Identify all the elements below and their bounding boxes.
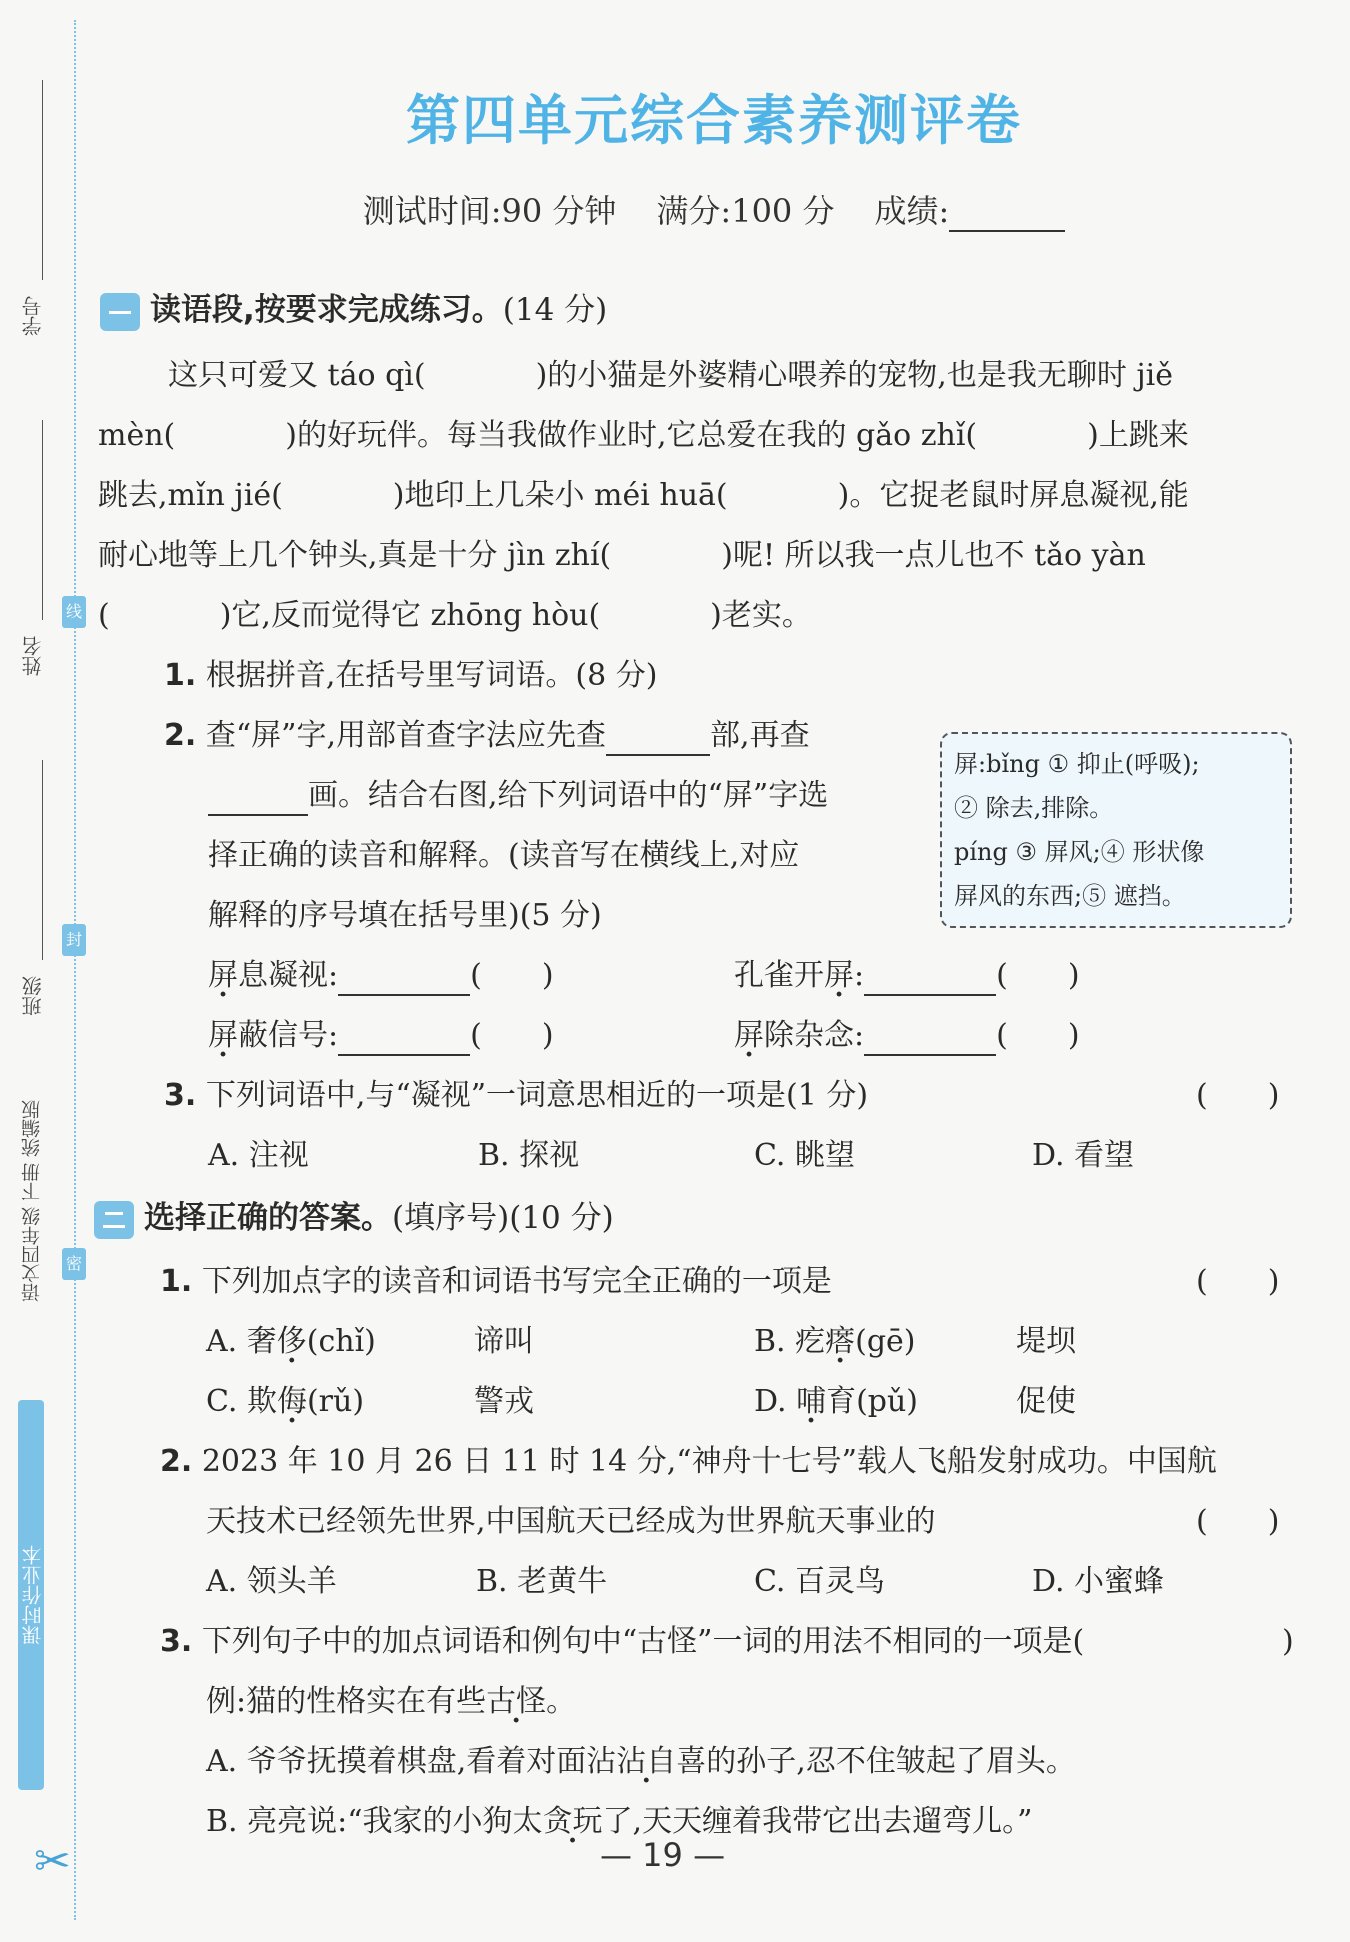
meaning-paren[interactable]: ( ) xyxy=(470,958,554,993)
page-title: 第四单元综合素养测评卷 xyxy=(406,89,1022,152)
meaning-paren[interactable]: ( ) xyxy=(470,1018,554,1053)
option-d[interactable]: D. 看望 xyxy=(1032,1138,1135,1173)
option-label: A. xyxy=(206,1324,238,1359)
passage-text: 这只可爱又 táo qì( xyxy=(168,358,426,393)
passage-text: )呢! 所以我一点儿也不 tǎo yàn xyxy=(721,538,1146,573)
question-text: 2023 年 10 月 26 日 11 时 14 分,“神舟十七号”载人飞船发射成功。中国航 xyxy=(201,1444,1217,1479)
item-text: 蔽信号: xyxy=(238,1018,339,1053)
passage-line-3 xyxy=(98,476,1189,516)
section2-heading xyxy=(94,1198,614,1239)
s2-q1-option-a[interactable] xyxy=(206,1322,376,1362)
student-no-label: 学号 xyxy=(21,296,45,336)
question-text: 画。结合右图,给下列词语中的“屏”字选 xyxy=(308,778,829,813)
option-text: (chǐ) xyxy=(306,1324,376,1359)
passage-line-2 xyxy=(98,416,1189,456)
s2-q1-word-d: 促使 xyxy=(1016,1384,1076,1419)
section-two-icon xyxy=(94,1201,134,1239)
passage-text: )上跳来 xyxy=(1087,418,1189,453)
mark-feng: 封 xyxy=(62,924,86,956)
passage-text: ( xyxy=(98,598,110,633)
dict-line-2: ② 除去,排除。 xyxy=(954,794,1114,822)
passage-line-4 xyxy=(98,536,1146,576)
passage-text: )它,反而觉得它 zhōng hòu( xyxy=(219,598,601,633)
question-text: 下列句子中的加点词语和例句中“古怪”一词的用法不相同的一项是( xyxy=(201,1624,1085,1659)
s2-q1-word-a: 谛叫 xyxy=(474,1324,534,1359)
passage-text: )的小猫是外婆精心喂养的宠物,也是我无聊时 jiě xyxy=(535,358,1174,393)
question-text: 查“屏”字,用部首查字法应先查 xyxy=(205,718,607,753)
section-one-icon xyxy=(100,293,140,331)
passage-text: )。它捉老鼠时屏息凝视,能 xyxy=(837,478,1189,513)
dotted-word: 沾沾自喜 xyxy=(586,1744,707,1779)
answer-paren[interactable]: ( ) xyxy=(1196,1504,1280,1539)
option-text: (rǔ) xyxy=(306,1384,365,1419)
book-label: 语文四年级 下册 统编版 xyxy=(21,1100,43,1303)
dotted-char: 哺 xyxy=(796,1384,827,1419)
dict-line-1: 屏:bǐng ① 抑止(呼吸); xyxy=(954,750,1200,778)
score-label: 成绩: xyxy=(874,192,950,230)
class-label: 班级 xyxy=(21,976,45,1016)
meaning-paren[interactable]: ( ) xyxy=(996,958,1080,993)
passage-text: )地印上几朵小 méi huā( xyxy=(392,478,728,513)
side-tag xyxy=(18,1400,44,1790)
question-number: 2. xyxy=(160,1444,193,1479)
dict-line-4: 屏风的东西;⑤ 遮挡。 xyxy=(954,882,1186,910)
question-text: 根据拼音,在括号里写词语。(8 分) xyxy=(205,658,658,693)
test-time: 测试时间:90 分钟 xyxy=(362,192,617,230)
s2-q2-line1 xyxy=(160,1442,1217,1482)
question-number: 3. xyxy=(164,1078,197,1113)
option-d[interactable]: D. 小蜜蜂 xyxy=(1032,1564,1165,1599)
s2-q3-example xyxy=(206,1682,576,1722)
example-text: 例:猫的性格实在有些 xyxy=(206,1684,487,1719)
section2-points: (填序号)(10 分) xyxy=(392,1200,614,1236)
question-text: 下列加点字的读音和词语书写完全正确的一项是 xyxy=(201,1264,832,1299)
item-text: 孔雀开 xyxy=(734,958,824,993)
ping-item-4 xyxy=(734,1016,1080,1056)
item-text: 息凝视: xyxy=(238,958,339,993)
answer-paren[interactable]: ( ) xyxy=(1196,1264,1280,1299)
s2-q1-word-b: 堤坝 xyxy=(1016,1324,1076,1359)
option-label: B. xyxy=(754,1324,786,1359)
s1-q2-line2 xyxy=(208,776,828,816)
option-a[interactable]: A. 领头羊 xyxy=(206,1564,337,1599)
pronunciation-blank[interactable] xyxy=(338,962,470,996)
dotted-char: 侈 xyxy=(276,1324,307,1359)
passage-line-5 xyxy=(98,596,812,636)
section1-points: (14 分) xyxy=(502,292,608,328)
option-label: C. xyxy=(206,1384,238,1419)
name-line xyxy=(42,420,43,620)
option-text: (gē) xyxy=(855,1324,916,1359)
section2-title: 选择正确的答案。 xyxy=(144,1200,392,1236)
full-score: 满分:100 分 xyxy=(656,192,835,230)
passage-text: 耐心地等上几个钟头,真是十分 jìn zhí( xyxy=(98,538,612,573)
mark-mi: 密 xyxy=(62,1248,86,1280)
pronunciation-blank[interactable] xyxy=(338,1022,470,1056)
pronunciation-blank[interactable] xyxy=(864,1022,996,1056)
passage-text: 跳去,mǐn jié( xyxy=(98,478,283,513)
option-b[interactable]: B. 探视 xyxy=(478,1138,580,1173)
option-c[interactable]: C. 百灵鸟 xyxy=(754,1564,885,1599)
option-text: 疙 xyxy=(795,1324,826,1359)
passage-text: mèn( xyxy=(98,418,176,453)
option-c[interactable]: C. 眺望 xyxy=(754,1138,855,1173)
dotted-char: 屏 xyxy=(734,1018,764,1053)
option-label: D. xyxy=(754,1384,787,1419)
stroke-blank[interactable] xyxy=(208,782,308,816)
ping-item-1 xyxy=(208,956,554,996)
s2-q3-option-a[interactable] xyxy=(206,1742,1076,1782)
s1-q1 xyxy=(164,656,657,696)
passage-text: )老实。 xyxy=(710,598,812,633)
dotted-char: 侮 xyxy=(276,1384,307,1419)
question-number: 2. xyxy=(164,718,197,753)
dotted-char: 瘩 xyxy=(825,1324,856,1359)
s1-q2-line3: 择正确的读音和解释。(读音写在横线上,对应 xyxy=(208,838,800,873)
item-text: 除杂念: xyxy=(764,1018,865,1053)
option-b[interactable]: B. 老黄牛 xyxy=(476,1564,608,1599)
radical-blank[interactable] xyxy=(606,722,710,756)
s2-q3 xyxy=(160,1622,1084,1662)
cut-line xyxy=(74,20,76,1920)
scissors-icon: ✂ xyxy=(34,1836,71,1887)
question-text: 下列词语中,与“凝视”一词意思相近的一项是(1 分) xyxy=(205,1078,869,1113)
s2-q1-option-b[interactable] xyxy=(754,1322,916,1362)
dotted-char: 屏 xyxy=(208,1018,238,1053)
question-number: 3. xyxy=(160,1624,193,1659)
option-text: 了,天天缠着我带它出去遛弯儿。” xyxy=(602,1804,1033,1839)
option-text: B. 亮亮说:“我家的小狗太 xyxy=(206,1804,543,1839)
mark-xian: 线 xyxy=(62,596,86,628)
student-no-line xyxy=(42,80,43,280)
question-number: 1. xyxy=(160,1264,193,1299)
dictionary-entry-box xyxy=(940,732,1292,928)
answer-paren-close[interactable]: ) xyxy=(1282,1624,1294,1659)
score-blank[interactable] xyxy=(949,202,1065,232)
ping-item-3 xyxy=(208,1016,554,1056)
passage-line-1 xyxy=(168,356,1173,396)
s1-q3 xyxy=(164,1076,868,1116)
pronunciation-blank[interactable] xyxy=(864,962,996,996)
option-text: 育(pǔ) xyxy=(826,1384,919,1419)
class-line xyxy=(42,760,43,960)
s2-q1-word-c: 警戎 xyxy=(474,1384,534,1419)
exam-meta xyxy=(98,186,1330,232)
dotted-char: 屏 xyxy=(824,958,854,993)
side-tag-label: 课时作业本 xyxy=(21,1545,45,1645)
s2-q1-option-d[interactable] xyxy=(754,1382,918,1422)
name-label: 姓名 xyxy=(21,636,45,676)
dotted-word: 贪玩 xyxy=(542,1804,603,1839)
dict-line-3: píng ③ 屏风;④ 形状像 xyxy=(954,838,1205,866)
item-text: : xyxy=(854,958,865,993)
option-text: 奢 xyxy=(246,1324,277,1359)
example-text: 。 xyxy=(546,1684,577,1719)
option-a[interactable]: A. 注视 xyxy=(208,1138,309,1173)
option-text: 的孙子,忍不住皱起了眉头。 xyxy=(706,1744,1076,1779)
dotted-char: 屏 xyxy=(208,958,238,993)
s2-q2-line2: 天技术已经领先世界,中国航天已经成为世界航天事业的 xyxy=(206,1504,936,1539)
dotted-word: 古怪 xyxy=(486,1684,547,1719)
answer-paren[interactable]: ( ) xyxy=(1196,1078,1280,1113)
s2-q1 xyxy=(160,1262,832,1302)
page-number: — 19 — xyxy=(600,1836,726,1874)
meaning-paren[interactable]: ( ) xyxy=(996,1018,1080,1053)
section1-heading xyxy=(100,290,607,331)
option-text: A. 爷爷抚摸着棋盘,看着对面 xyxy=(206,1744,587,1779)
s1-q2-line4: 解释的序号填在括号里)(5 分) xyxy=(208,898,602,933)
question-number: 1. xyxy=(164,658,197,693)
question-text: 部,再查 xyxy=(710,718,810,753)
ping-item-2 xyxy=(734,956,1080,996)
passage-text: )的好玩伴。每当我做作业时,它总爱在我的 gǎo zhǐ( xyxy=(285,418,978,453)
s2-q1-option-c[interactable] xyxy=(206,1382,364,1422)
section1-title: 读语段,按要求完成练习。 xyxy=(150,292,503,328)
s1-q2-line1 xyxy=(164,716,810,756)
option-text: 欺 xyxy=(246,1384,277,1419)
